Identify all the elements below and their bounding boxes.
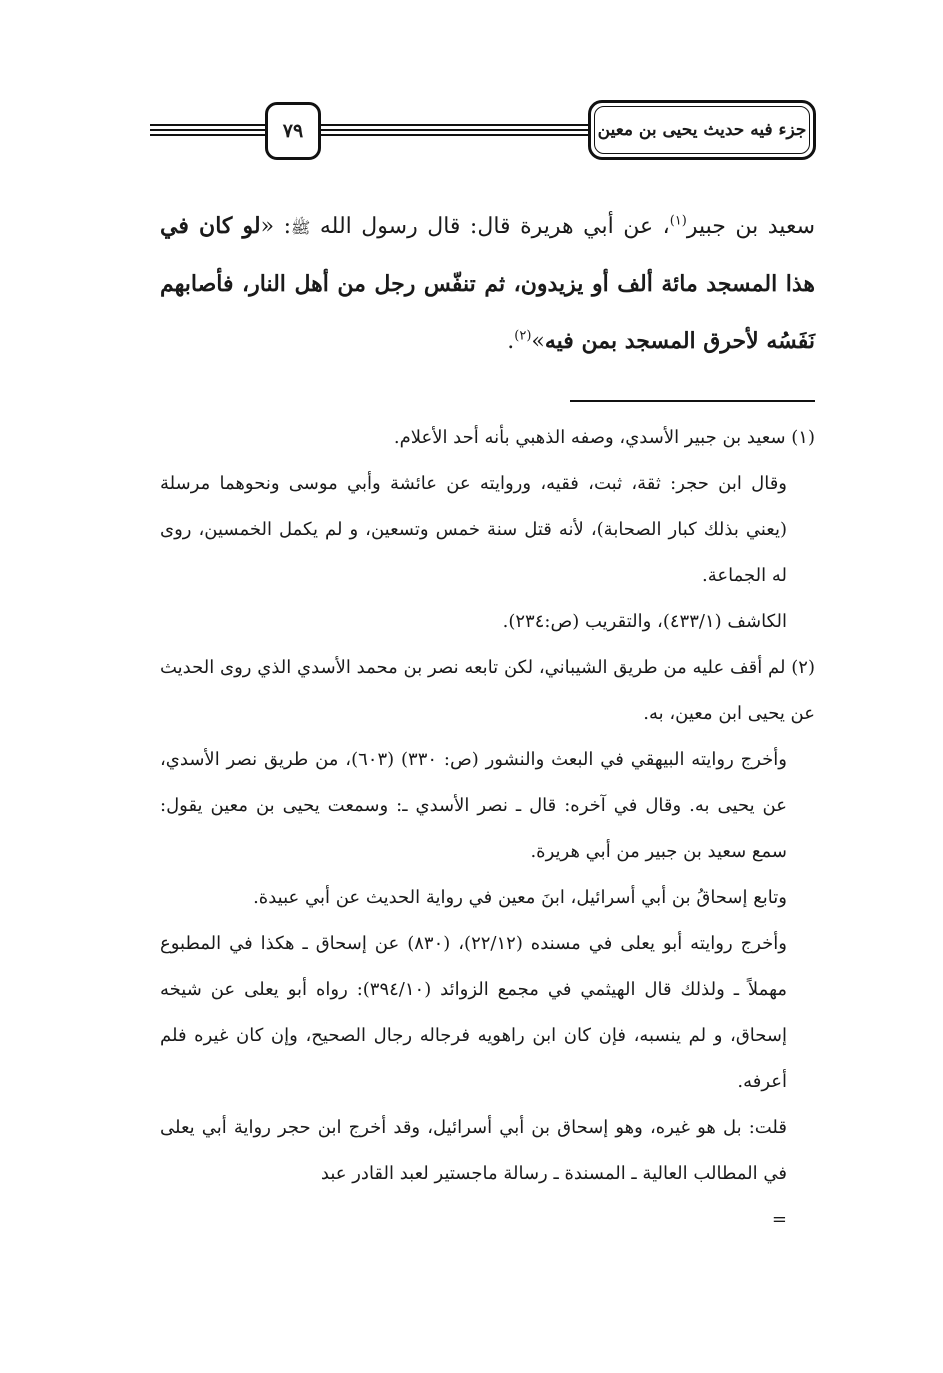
header-rule [150, 129, 600, 131]
footnote-marker: (٢) [791, 657, 815, 678]
footnote-divider [570, 400, 815, 402]
header-rule [150, 134, 600, 136]
footnote-paragraph: وأخرج روايته البيهقي في البعث والنشور (ص: ٣٣٠) (٦٠٣)، من طريق نصر الأسدي، عن يحيى به. وقال في آخره: قال ـ نصر الأسدي ـ: وسمعت يحيى بن معين يقول: سمع سعيد بن جبير من أبي هريرة. [160, 749, 787, 862]
main-text [160, 198, 815, 370]
footnote-1-heading [160, 415, 815, 461]
salla-glyph: ﷺ [291, 218, 311, 237]
close-quote: » [531, 329, 545, 354]
book-title [588, 100, 816, 160]
chain: ، عن أبي هريرة قال: قال رسول الله [319, 214, 670, 239]
hadith-paragraph [160, 198, 815, 370]
book-title-text: جزء فيه حديث يحيى بن معين [597, 120, 807, 140]
page-number: ٧٩ [265, 102, 321, 160]
open-quote: : « [260, 214, 292, 239]
footnote-2-heading [160, 645, 815, 737]
end-mark: . [507, 329, 515, 354]
footnote-ref-2: (٢) [514, 328, 532, 344]
footnote-text: لم أقف عليه من طريق الشيباني، لكن تابعه نصر بن محمد الأسدي الذي روى الحديث عن يحيى ابن معين، به. [160, 657, 815, 724]
continuation-mark: = [771, 1209, 787, 1230]
narrator: سعيد بن جبير [686, 214, 815, 239]
footnote-text: سعيد بن جبير الأسدي، وصفه الذهبي بأنه أحد الأعلام. [393, 427, 786, 448]
hadith-text: لو كان في هذا المسجد مائة ألف أو يزيدون، ثم تنفّس رجل من أهل النار، فأصابهم نَفَسُه لأحرق المسجد بمن فيه [160, 213, 815, 354]
footnote-marker: (١) [791, 427, 815, 448]
footnote-paragraph: وتابع إسحاقُ بن أبي أسرائيل، ابنَ معين في رواية الحديث عن أبي عبيدة. [253, 887, 787, 908]
page-header [150, 98, 815, 160]
footnote-paragraph: قلت: بل هو غيره، وهو إسحاق بن أبي أسرائيل، وقد أخرج ابن حجر رواية أبي يعلى في المطالب العالية ـ المسندة ـ رسالة ماجستير لعبد القادر عبد [160, 1117, 787, 1184]
footnotes [160, 415, 815, 1243]
header-rule [150, 124, 600, 126]
footnote-paragraph: الكاشف (٤٣٣/١)، والتقريب (ص:٢٣٤). [502, 611, 787, 632]
footnote-paragraph: وقال ابن حجر: ثقة، ثبت، فقيه، وروايته عن عائشة وأبي موسى ونحوهما مرسلة (يعني بذلك كبار الصحابة)، لأنه قتل سنة خمس وتسعين، و لم يكمل الخمسين، روى له الجماعة. [160, 473, 787, 586]
footnote-paragraph: وأخرج روايته أبو يعلى في مسنده (٢٢/١٢)، (٨٣٠) عن إسحاق ـ هكذا في المطبوع مهملاً ـ ولذلك قال الهيثمي في مجمع الزوائد (٣٩٤/١٠): رواه أبو يعلى عن شيخه إسحاق، و لم ينسبه، فإن كان ابن راهويه فرجاله رجال الصحيح، وإن كان غيره فلم أعرفه. [160, 933, 788, 1092]
footnote-ref-1: (١) [669, 213, 687, 229]
